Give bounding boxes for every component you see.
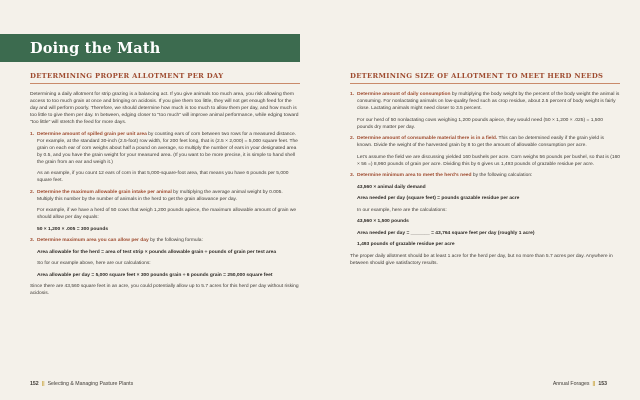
- right-step-3: [350, 172, 620, 179]
- step-lead: Determine amount of consumable material there is in a field.: [357, 136, 498, 141]
- left-step-1: [30, 131, 300, 166]
- step-number: 2.: [350, 136, 355, 141]
- running-head: Selecting & Managing Pasture Plants: [47, 381, 134, 387]
- step-text: by multiplying the body weight by the percent of the body weight the animal is consuming. For nonlactating animals on low-quality feed such as crop residue, about 2.5 percent of body weight is fairly close. Lactating animals might need closer to 3.5 percent.: [357, 92, 620, 111]
- step-2-formula: 50 × 1,200 × .005 = 300 pounds: [37, 226, 109, 232]
- left-heading: DETERMINING PROPER ALLOTMENT PER DAY: [30, 72, 300, 84]
- page-number: 153: [598, 381, 607, 387]
- right-step-2: [350, 135, 620, 149]
- section-banner: [0, 34, 300, 62]
- left-step-3: [30, 237, 300, 244]
- left-column: [30, 72, 300, 302]
- step-1-example: As an example, if you count 12 ears of corn in that 5,000-square-foot area, that means you have 6 pounds per 5,000 square feet.: [37, 171, 289, 183]
- step-text: by counting ears of corn between two rows for a measured distance. For example, at the standard 30-inch (2.5-foot) row width, for 200 feet long, that is (2.5 × 2,000) = 5,000 square feet. The grain on each ear of corn weighs about half a pound on average, so multiply the number of ears in your designated area by 0.5, and you have the grain weight for your measured area. (If you want to be more precise, it is simple to hand shell the grain from an ear and weigh it.): [37, 131, 298, 165]
- step-3-formula: Area allowable for the herd = area of test strip × pounds allowable grain ÷ pounds of grain per test area: [37, 249, 277, 255]
- intro-paragraph: Determining a daily allotment for strip grazing is a balancing act. If you give animals too much area, you risk allowing them access to too much grain at once and bringing on acidosis. If you give them too little, they will not get enough feed for the day and will perform poorly. Therefore, we should determine how much is too much to allow them per day, and how much is too little to give them per day. In between, edging closer to "too much" will improve animal performance, while edging toward "too little" will stretch the feed for more days.: [30, 92, 299, 125]
- footer-left: [30, 381, 133, 387]
- page-number: 152: [30, 381, 39, 387]
- right-step-1: [350, 91, 620, 112]
- step-text: by the following calculation:: [471, 173, 533, 178]
- calc-numerator: 43,560 × 1,500 pounds: [357, 219, 409, 224]
- step-lead: Determine amount of daily consumption: [357, 92, 451, 97]
- right-heading: DETERMINING SIZE OF ALLOTMENT TO MEET HERD NEEDS: [350, 72, 620, 84]
- step-text: by the following formula:: [148, 238, 203, 243]
- right-page: [320, 0, 640, 400]
- step-text: by multiplying the average animal weight by 0.005. Multiply this number by the number of animals in the herd to get the grain allowance per day.: [37, 189, 283, 202]
- left-step-2: [30, 189, 300, 203]
- calc-denominator: 1,493 pounds of grazable residue per acre: [357, 242, 455, 247]
- right-closing: The proper daily allotment should be at least 1 acre for the herd per day, but no more than 5.7 acres per day. Anywhere in between should give satisfactory results.: [350, 253, 613, 266]
- step-lead: Determine amount of spilled grain per unit area: [37, 131, 147, 137]
- left-closing: Since there are 43,560 square feet in an acre, you could potentially allow up to 5.7 acres for this herd per day without risking acidosis.: [30, 284, 299, 296]
- formula-numerator: 43,560 × animal daily demand: [357, 184, 426, 190]
- step-number: 1.: [350, 92, 355, 97]
- step-lead: Determine the maximum allowable grain intake per animal: [37, 189, 172, 195]
- running-head: Annual Forages: [552, 381, 590, 387]
- section-title: Doing the Math: [30, 40, 161, 57]
- step-number: 3.: [350, 173, 355, 178]
- calc-intro: In our example, here are the calculations:: [357, 207, 447, 213]
- footer-divider: ||: [41, 381, 45, 387]
- step-lead: Determine maximum area you can allow per day: [37, 238, 149, 243]
- step-3-calc: Area allowable per day = 5,000 square feet × 300 pounds grain ÷ 6 pounds grain = 250,000 square feet: [37, 272, 273, 278]
- step-2-example: For example, if we have a herd of 50 cows that weigh 1,200 pounds apiece, the maximum allowable amount of grain we should allow per day equals:: [37, 208, 297, 220]
- footer-divider: ||: [592, 381, 596, 387]
- right-step-1-example: For our herd of 50 nonlactating cows weighing 1,200 pounds apiece, they would need (50 × 1,200 × .025) = 1,500 pounds dry matter per day.: [357, 117, 603, 130]
- formula-main: Area needed per day (square feet) = pounds grazable residue per acre: [357, 196, 520, 201]
- step-number: 1.: [30, 131, 35, 137]
- calc-result: Area needed per day = _______ = 43,764 square feet per day (roughly 1 acre): [357, 230, 535, 236]
- footer-right: [553, 381, 610, 387]
- step-3-calc-intro: So for our example above, here are our calculations:: [37, 261, 151, 266]
- step-number: 3.: [30, 238, 35, 243]
- right-column: [350, 72, 620, 271]
- right-step-2-example: Let's assume the field we are discussing yielded 160 bushels per acre. Corn weighs 56 pounds per bushel, so that is (160 × 56 =) 8,960 pounds of grain per acre. Dividing this by 6 gives us 1,493 pounds of grazable residue per acre.: [357, 154, 621, 167]
- step-text: This can be determined easily if the grain yield is known. Divide the weight of the harvested grain by 8 to get the amount of allowable consumption per acre.: [357, 136, 604, 148]
- step-lead: Determine minimum area to meet the herd's need: [357, 173, 472, 178]
- step-number: 2.: [30, 189, 35, 195]
